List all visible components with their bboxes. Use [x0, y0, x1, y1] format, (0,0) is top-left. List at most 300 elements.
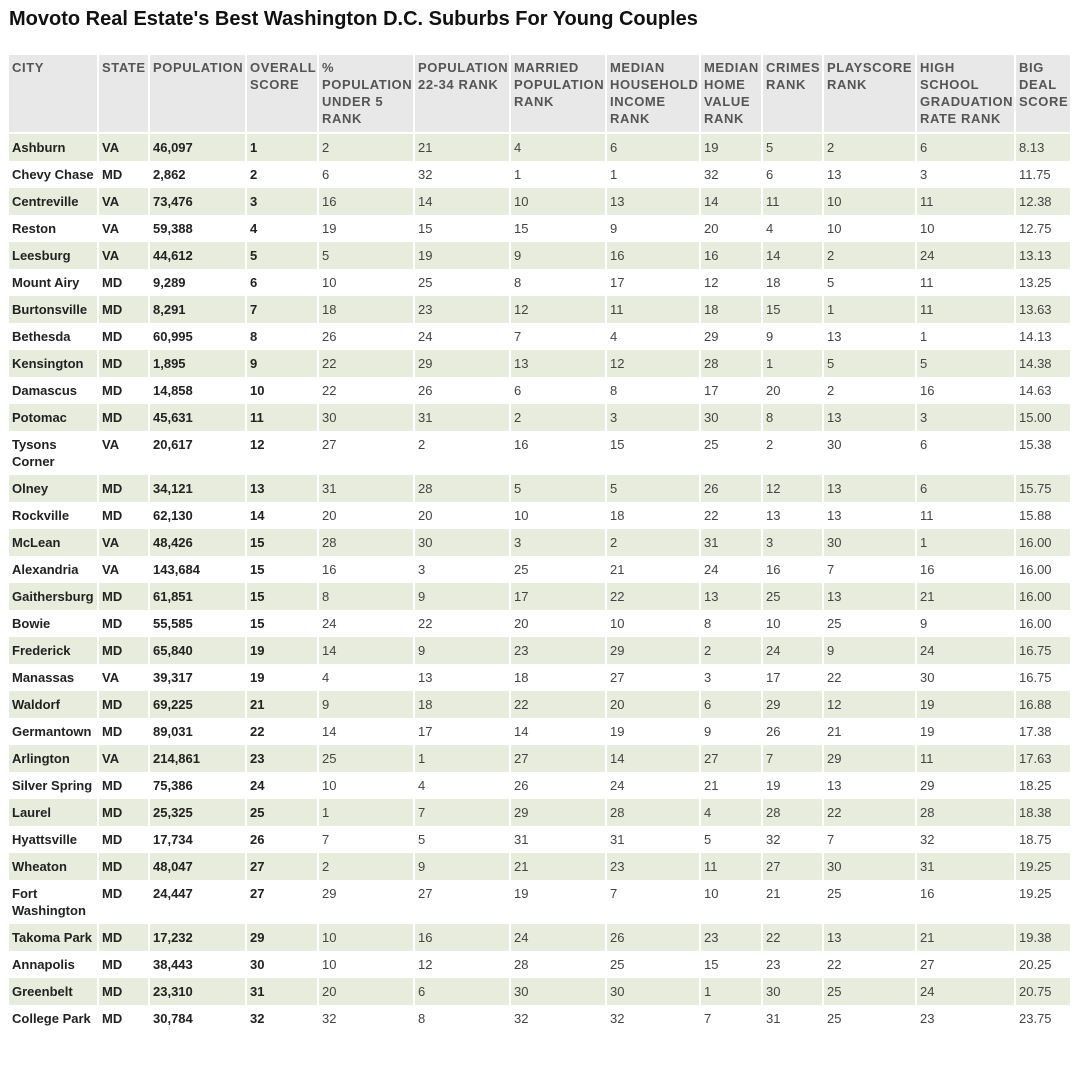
cell-median-income-rank: 12: [606, 350, 700, 377]
cell-big-deal-score: 16.00: [1015, 583, 1070, 610]
cell-pop-under-5-rank: 30: [318, 404, 414, 431]
cell-pop-22-34-rank: 25: [414, 269, 510, 296]
cell-city: Gaithersburg: [9, 583, 98, 610]
table-header: [9, 55, 1070, 133]
cell-population: 23,310: [149, 978, 246, 1005]
cell-pop-under-5-rank: 20: [318, 978, 414, 1005]
cell-median-income-rank: 4: [606, 323, 700, 350]
cell-state: VA: [98, 133, 149, 161]
table-row: [9, 745, 1070, 772]
cell-married-pop-rank: 20: [510, 610, 606, 637]
cell-median-income-rank: 26: [606, 924, 700, 951]
cell-population: 62,130: [149, 502, 246, 529]
cell-overall-score: 13: [246, 475, 318, 502]
cell-pop-under-5-rank: 20: [318, 502, 414, 529]
cell-crimes-rank: 4: [762, 215, 823, 242]
cell-playscore-rank: 9: [823, 637, 916, 664]
cell-big-deal-score: 19.25: [1015, 853, 1070, 880]
cell-big-deal-score: 14.63: [1015, 377, 1070, 404]
cell-pop-22-34-rank: 26: [414, 377, 510, 404]
cell-pop-22-34-rank: 14: [414, 188, 510, 215]
cell-married-pop-rank: 6: [510, 377, 606, 404]
table-row: [9, 610, 1070, 637]
cell-pop-22-34-rank: 18: [414, 691, 510, 718]
cell-pop-22-34-rank: 32: [414, 161, 510, 188]
cell-playscore-rank: 25: [823, 880, 916, 924]
cell-playscore-rank: 13: [823, 502, 916, 529]
cell-pop-22-34-rank: 27: [414, 880, 510, 924]
cell-overall-score: 31: [246, 978, 318, 1005]
cell-playscore-rank: 21: [823, 718, 916, 745]
cell-pop-under-5-rank: 31: [318, 475, 414, 502]
cell-city: Hyattsville: [9, 826, 98, 853]
cell-median-income-rank: 2: [606, 529, 700, 556]
cell-overall-score: 23: [246, 745, 318, 772]
cell-pop-22-34-rank: 21: [414, 133, 510, 161]
cell-playscore-rank: 25: [823, 610, 916, 637]
cell-big-deal-score: 13.13: [1015, 242, 1070, 269]
cell-median-income-rank: 20: [606, 691, 700, 718]
cell-crimes-rank: 32: [762, 826, 823, 853]
cell-crimes-rank: 5: [762, 133, 823, 161]
cell-big-deal-score: 16.00: [1015, 529, 1070, 556]
cell-pop-under-5-rank: 29: [318, 880, 414, 924]
cell-pop-22-34-rank: 1: [414, 745, 510, 772]
header-pop-under-5-rank: % POPULATION UNDER 5 RANK: [318, 55, 414, 133]
cell-graduation-rank: 32: [916, 826, 1015, 853]
cell-big-deal-score: 18.25: [1015, 772, 1070, 799]
table-row: [9, 242, 1070, 269]
cell-crimes-rank: 3: [762, 529, 823, 556]
cell-median-income-rank: 5: [606, 475, 700, 502]
cell-crimes-rank: 6: [762, 161, 823, 188]
cell-playscore-rank: 13: [823, 772, 916, 799]
cell-married-pop-rank: 9: [510, 242, 606, 269]
cell-pop-under-5-rank: 2: [318, 133, 414, 161]
cell-pop-under-5-rank: 2: [318, 853, 414, 880]
cell-crimes-rank: 25: [762, 583, 823, 610]
cell-pop-under-5-rank: 25: [318, 745, 414, 772]
cell-crimes-rank: 2: [762, 431, 823, 475]
cell-overall-score: 25: [246, 799, 318, 826]
cell-graduation-rank: 6: [916, 475, 1015, 502]
header-crimes-rank: CRIMES RANK: [762, 55, 823, 133]
cell-graduation-rank: 16: [916, 377, 1015, 404]
cell-big-deal-score: 12.38: [1015, 188, 1070, 215]
cell-overall-score: 6: [246, 269, 318, 296]
cell-graduation-rank: 11: [916, 269, 1015, 296]
cell-crimes-rank: 21: [762, 880, 823, 924]
cell-median-home-value-rank: 23: [700, 924, 762, 951]
cell-median-home-value-rank: 14: [700, 188, 762, 215]
table-row: [9, 529, 1070, 556]
cell-overall-score: 7: [246, 296, 318, 323]
cell-median-income-rank: 13: [606, 188, 700, 215]
cell-state: MD: [98, 610, 149, 637]
cell-overall-score: 4: [246, 215, 318, 242]
cell-graduation-rank: 30: [916, 664, 1015, 691]
cell-graduation-rank: 11: [916, 296, 1015, 323]
cell-median-income-rank: 8: [606, 377, 700, 404]
cell-playscore-rank: 13: [823, 583, 916, 610]
cell-playscore-rank: 22: [823, 799, 916, 826]
cell-city: Takoma Park: [9, 924, 98, 951]
cell-state: MD: [98, 161, 149, 188]
cell-city: Silver Spring: [9, 772, 98, 799]
cell-pop-under-5-rank: 14: [318, 718, 414, 745]
cell-playscore-rank: 5: [823, 269, 916, 296]
cell-median-home-value-rank: 10: [700, 880, 762, 924]
cell-playscore-rank: 1: [823, 296, 916, 323]
cell-crimes-rank: 1: [762, 350, 823, 377]
cell-pop-under-5-rank: 1: [318, 799, 414, 826]
cell-state: MD: [98, 269, 149, 296]
cell-big-deal-score: 16.88: [1015, 691, 1070, 718]
table-row: [9, 188, 1070, 215]
cell-graduation-rank: 23: [916, 1005, 1015, 1032]
cell-pop-under-5-rank: 8: [318, 583, 414, 610]
cell-population: 48,426: [149, 529, 246, 556]
cell-pop-22-34-rank: 2: [414, 431, 510, 475]
cell-median-income-rank: 30: [606, 978, 700, 1005]
cell-playscore-rank: 13: [823, 161, 916, 188]
cell-population: 46,097: [149, 133, 246, 161]
cell-median-income-rank: 10: [606, 610, 700, 637]
cell-playscore-rank: 30: [823, 853, 916, 880]
cell-overall-score: 8: [246, 323, 318, 350]
table-row: [9, 978, 1070, 1005]
cell-population: 34,121: [149, 475, 246, 502]
cell-playscore-rank: 5: [823, 350, 916, 377]
cell-median-income-rank: 21: [606, 556, 700, 583]
cell-pop-under-5-rank: 16: [318, 188, 414, 215]
cell-population: 143,684: [149, 556, 246, 583]
cell-married-pop-rank: 1: [510, 161, 606, 188]
cell-married-pop-rank: 8: [510, 269, 606, 296]
cell-state: MD: [98, 880, 149, 924]
cell-crimes-rank: 19: [762, 772, 823, 799]
cell-median-income-rank: 11: [606, 296, 700, 323]
cell-playscore-rank: 30: [823, 431, 916, 475]
table-row: [9, 664, 1070, 691]
cell-city: Kensington: [9, 350, 98, 377]
cell-overall-score: 9: [246, 350, 318, 377]
cell-overall-score: 15: [246, 610, 318, 637]
cell-population: 44,612: [149, 242, 246, 269]
cell-graduation-rank: 24: [916, 242, 1015, 269]
cell-state: MD: [98, 772, 149, 799]
cell-married-pop-rank: 27: [510, 745, 606, 772]
cell-city: Reston: [9, 215, 98, 242]
cell-married-pop-rank: 10: [510, 502, 606, 529]
cell-pop-under-5-rank: 26: [318, 323, 414, 350]
table-row: [9, 691, 1070, 718]
cell-state: MD: [98, 691, 149, 718]
cell-graduation-rank: 21: [916, 583, 1015, 610]
cell-playscore-rank: 22: [823, 664, 916, 691]
cell-pop-22-34-rank: 9: [414, 583, 510, 610]
cell-median-income-rank: 18: [606, 502, 700, 529]
page-title: Movoto Real Estate's Best Washington D.C. Suburbs For Young Couples: [9, 8, 698, 30]
cell-median-income-rank: 31: [606, 826, 700, 853]
cell-overall-score: 5: [246, 242, 318, 269]
table-row: [9, 951, 1070, 978]
cell-state: MD: [98, 350, 149, 377]
cell-overall-score: 26: [246, 826, 318, 853]
cell-city: Annapolis: [9, 951, 98, 978]
header-state: STATE: [98, 55, 149, 133]
cell-state: MD: [98, 502, 149, 529]
cell-playscore-rank: 2: [823, 242, 916, 269]
cell-big-deal-score: 20.75: [1015, 978, 1070, 1005]
cell-median-income-rank: 23: [606, 853, 700, 880]
cell-graduation-rank: 1: [916, 529, 1015, 556]
cell-pop-under-5-rank: 18: [318, 296, 414, 323]
cell-state: MD: [98, 718, 149, 745]
cell-married-pop-rank: 28: [510, 951, 606, 978]
cell-city: Waldorf: [9, 691, 98, 718]
cell-city: Germantown: [9, 718, 98, 745]
cell-overall-score: 30: [246, 951, 318, 978]
table-row: [9, 502, 1070, 529]
cell-married-pop-rank: 15: [510, 215, 606, 242]
cell-median-income-rank: 3: [606, 404, 700, 431]
cell-median-income-rank: 9: [606, 215, 700, 242]
header-median-income-rank: MEDIAN HOUSEHOLD INCOME RANK: [606, 55, 700, 133]
cell-population: 1,895: [149, 350, 246, 377]
cell-median-home-value-rank: 24: [700, 556, 762, 583]
cell-population: 9,289: [149, 269, 246, 296]
cell-median-income-rank: 28: [606, 799, 700, 826]
cell-pop-22-34-rank: 29: [414, 350, 510, 377]
cell-population: 69,225: [149, 691, 246, 718]
cell-state: MD: [98, 924, 149, 951]
table-row: [9, 799, 1070, 826]
cell-pop-under-5-rank: 7: [318, 826, 414, 853]
cell-crimes-rank: 10: [762, 610, 823, 637]
cell-median-home-value-rank: 6: [700, 691, 762, 718]
cell-median-home-value-rank: 25: [700, 431, 762, 475]
cell-pop-22-34-rank: 20: [414, 502, 510, 529]
cell-pop-under-5-rank: 22: [318, 350, 414, 377]
cell-median-home-value-rank: 31: [700, 529, 762, 556]
cell-median-home-value-rank: 12: [700, 269, 762, 296]
header-median-home-value-rank: MEDIAN HOME VALUE RANK: [700, 55, 762, 133]
cell-graduation-rank: 24: [916, 637, 1015, 664]
cell-graduation-rank: 16: [916, 556, 1015, 583]
header-row: [9, 55, 1070, 133]
cell-state: MD: [98, 583, 149, 610]
cell-pop-22-34-rank: 15: [414, 215, 510, 242]
cell-playscore-rank: 2: [823, 133, 916, 161]
table-row: [9, 556, 1070, 583]
cell-crimes-rank: 16: [762, 556, 823, 583]
cell-married-pop-rank: 13: [510, 350, 606, 377]
cell-graduation-rank: 11: [916, 745, 1015, 772]
cell-married-pop-rank: 14: [510, 718, 606, 745]
cell-pop-22-34-rank: 24: [414, 323, 510, 350]
cell-overall-score: 15: [246, 583, 318, 610]
cell-population: 214,861: [149, 745, 246, 772]
cell-graduation-rank: 11: [916, 188, 1015, 215]
cell-pop-22-34-rank: 28: [414, 475, 510, 502]
cell-pop-under-5-rank: 10: [318, 951, 414, 978]
cell-married-pop-rank: 19: [510, 880, 606, 924]
table-row: [9, 853, 1070, 880]
cell-pop-22-34-rank: 23: [414, 296, 510, 323]
cell-big-deal-score: 19.25: [1015, 880, 1070, 924]
cell-playscore-rank: 13: [823, 404, 916, 431]
cell-population: 14,858: [149, 377, 246, 404]
cell-median-income-rank: 16: [606, 242, 700, 269]
cell-crimes-rank: 23: [762, 951, 823, 978]
cell-pop-under-5-rank: 14: [318, 637, 414, 664]
cell-pop-22-34-rank: 3: [414, 556, 510, 583]
cell-city: Tysons Corner: [9, 431, 98, 475]
cell-overall-score: 1: [246, 133, 318, 161]
table-row: [9, 1005, 1070, 1032]
cell-playscore-rank: 10: [823, 188, 916, 215]
header-graduation-rank: HIGH SCHOOL GRADUATION RATE RANK: [916, 55, 1015, 133]
cell-population: 8,291: [149, 296, 246, 323]
cell-big-deal-score: 13.25: [1015, 269, 1070, 296]
cell-median-home-value-rank: 3: [700, 664, 762, 691]
cell-population: 20,617: [149, 431, 246, 475]
cell-median-income-rank: 7: [606, 880, 700, 924]
cell-pop-22-34-rank: 17: [414, 718, 510, 745]
cell-population: 75,386: [149, 772, 246, 799]
cell-state: MD: [98, 296, 149, 323]
cell-pop-22-34-rank: 7: [414, 799, 510, 826]
cell-crimes-rank: 20: [762, 377, 823, 404]
cell-big-deal-score: 15.75: [1015, 475, 1070, 502]
cell-overall-score: 27: [246, 880, 318, 924]
cell-crimes-rank: 13: [762, 502, 823, 529]
cell-pop-under-5-rank: 19: [318, 215, 414, 242]
cell-graduation-rank: 28: [916, 799, 1015, 826]
cell-population: 17,232: [149, 924, 246, 951]
cell-big-deal-score: 19.38: [1015, 924, 1070, 951]
cell-crimes-rank: 18: [762, 269, 823, 296]
cell-population: 73,476: [149, 188, 246, 215]
cell-population: 55,585: [149, 610, 246, 637]
table-body: [9, 133, 1070, 1032]
cell-married-pop-rank: 25: [510, 556, 606, 583]
cell-median-home-value-rank: 7: [700, 1005, 762, 1032]
cell-crimes-rank: 11: [762, 188, 823, 215]
table-row: [9, 718, 1070, 745]
cell-big-deal-score: 18.75: [1015, 826, 1070, 853]
cell-city: Burtonsville: [9, 296, 98, 323]
cell-state: MD: [98, 1005, 149, 1032]
cell-median-home-value-rank: 4: [700, 799, 762, 826]
cell-crimes-rank: 12: [762, 475, 823, 502]
cell-crimes-rank: 14: [762, 242, 823, 269]
cell-playscore-rank: 10: [823, 215, 916, 242]
cell-overall-score: 10: [246, 377, 318, 404]
cell-median-home-value-rank: 2: [700, 637, 762, 664]
cell-pop-22-34-rank: 30: [414, 529, 510, 556]
cell-median-home-value-rank: 5: [700, 826, 762, 853]
cell-big-deal-score: 11.75: [1015, 161, 1070, 188]
cell-married-pop-rank: 12: [510, 296, 606, 323]
cell-pop-under-5-rank: 24: [318, 610, 414, 637]
cell-big-deal-score: 15.00: [1015, 404, 1070, 431]
cell-median-home-value-rank: 30: [700, 404, 762, 431]
cell-married-pop-rank: 16: [510, 431, 606, 475]
cell-population: 2,862: [149, 161, 246, 188]
cell-overall-score: 32: [246, 1005, 318, 1032]
cell-pop-22-34-rank: 31: [414, 404, 510, 431]
cell-median-income-rank: 1: [606, 161, 700, 188]
cell-big-deal-score: 15.38: [1015, 431, 1070, 475]
cell-big-deal-score: 14.38: [1015, 350, 1070, 377]
table-row: [9, 431, 1070, 475]
cell-state: MD: [98, 404, 149, 431]
cell-graduation-rank: 19: [916, 718, 1015, 745]
cell-graduation-rank: 3: [916, 404, 1015, 431]
cell-big-deal-score: 16.00: [1015, 556, 1070, 583]
cell-city: Mount Airy: [9, 269, 98, 296]
cell-married-pop-rank: 24: [510, 924, 606, 951]
cell-pop-under-5-rank: 10: [318, 924, 414, 951]
cell-married-pop-rank: 30: [510, 978, 606, 1005]
cell-crimes-rank: 26: [762, 718, 823, 745]
cell-median-home-value-rank: 8: [700, 610, 762, 637]
cell-population: 17,734: [149, 826, 246, 853]
cell-median-home-value-rank: 26: [700, 475, 762, 502]
cell-crimes-rank: 9: [762, 323, 823, 350]
cell-state: MD: [98, 853, 149, 880]
cell-state: VA: [98, 529, 149, 556]
cell-median-income-rank: 14: [606, 745, 700, 772]
cell-state: MD: [98, 951, 149, 978]
cell-median-home-value-rank: 16: [700, 242, 762, 269]
cell-married-pop-rank: 7: [510, 323, 606, 350]
cell-married-pop-rank: 2: [510, 404, 606, 431]
cell-married-pop-rank: 17: [510, 583, 606, 610]
cell-pop-22-34-rank: 12: [414, 951, 510, 978]
cell-pop-under-5-rank: 10: [318, 772, 414, 799]
cell-playscore-rank: 7: [823, 826, 916, 853]
cell-state: MD: [98, 826, 149, 853]
cell-state: MD: [98, 799, 149, 826]
cell-married-pop-rank: 4: [510, 133, 606, 161]
cell-big-deal-score: 15.88: [1015, 502, 1070, 529]
cell-median-home-value-rank: 20: [700, 215, 762, 242]
cell-married-pop-rank: 21: [510, 853, 606, 880]
cell-playscore-rank: 12: [823, 691, 916, 718]
cell-city: Olney: [9, 475, 98, 502]
table-row: [9, 772, 1070, 799]
cell-overall-score: 27: [246, 853, 318, 880]
cell-city: Leesburg: [9, 242, 98, 269]
cell-overall-score: 2: [246, 161, 318, 188]
cell-overall-score: 29: [246, 924, 318, 951]
cell-pop-under-5-rank: 32: [318, 1005, 414, 1032]
cell-pop-22-34-rank: 13: [414, 664, 510, 691]
cell-graduation-rank: 19: [916, 691, 1015, 718]
cell-big-deal-score: 18.38: [1015, 799, 1070, 826]
cell-playscore-rank: 30: [823, 529, 916, 556]
cell-population: 48,047: [149, 853, 246, 880]
cell-population: 25,325: [149, 799, 246, 826]
cell-median-income-rank: 24: [606, 772, 700, 799]
cell-married-pop-rank: 18: [510, 664, 606, 691]
cell-state: VA: [98, 188, 149, 215]
cell-median-income-rank: 32: [606, 1005, 700, 1032]
cell-pop-under-5-rank: 9: [318, 691, 414, 718]
